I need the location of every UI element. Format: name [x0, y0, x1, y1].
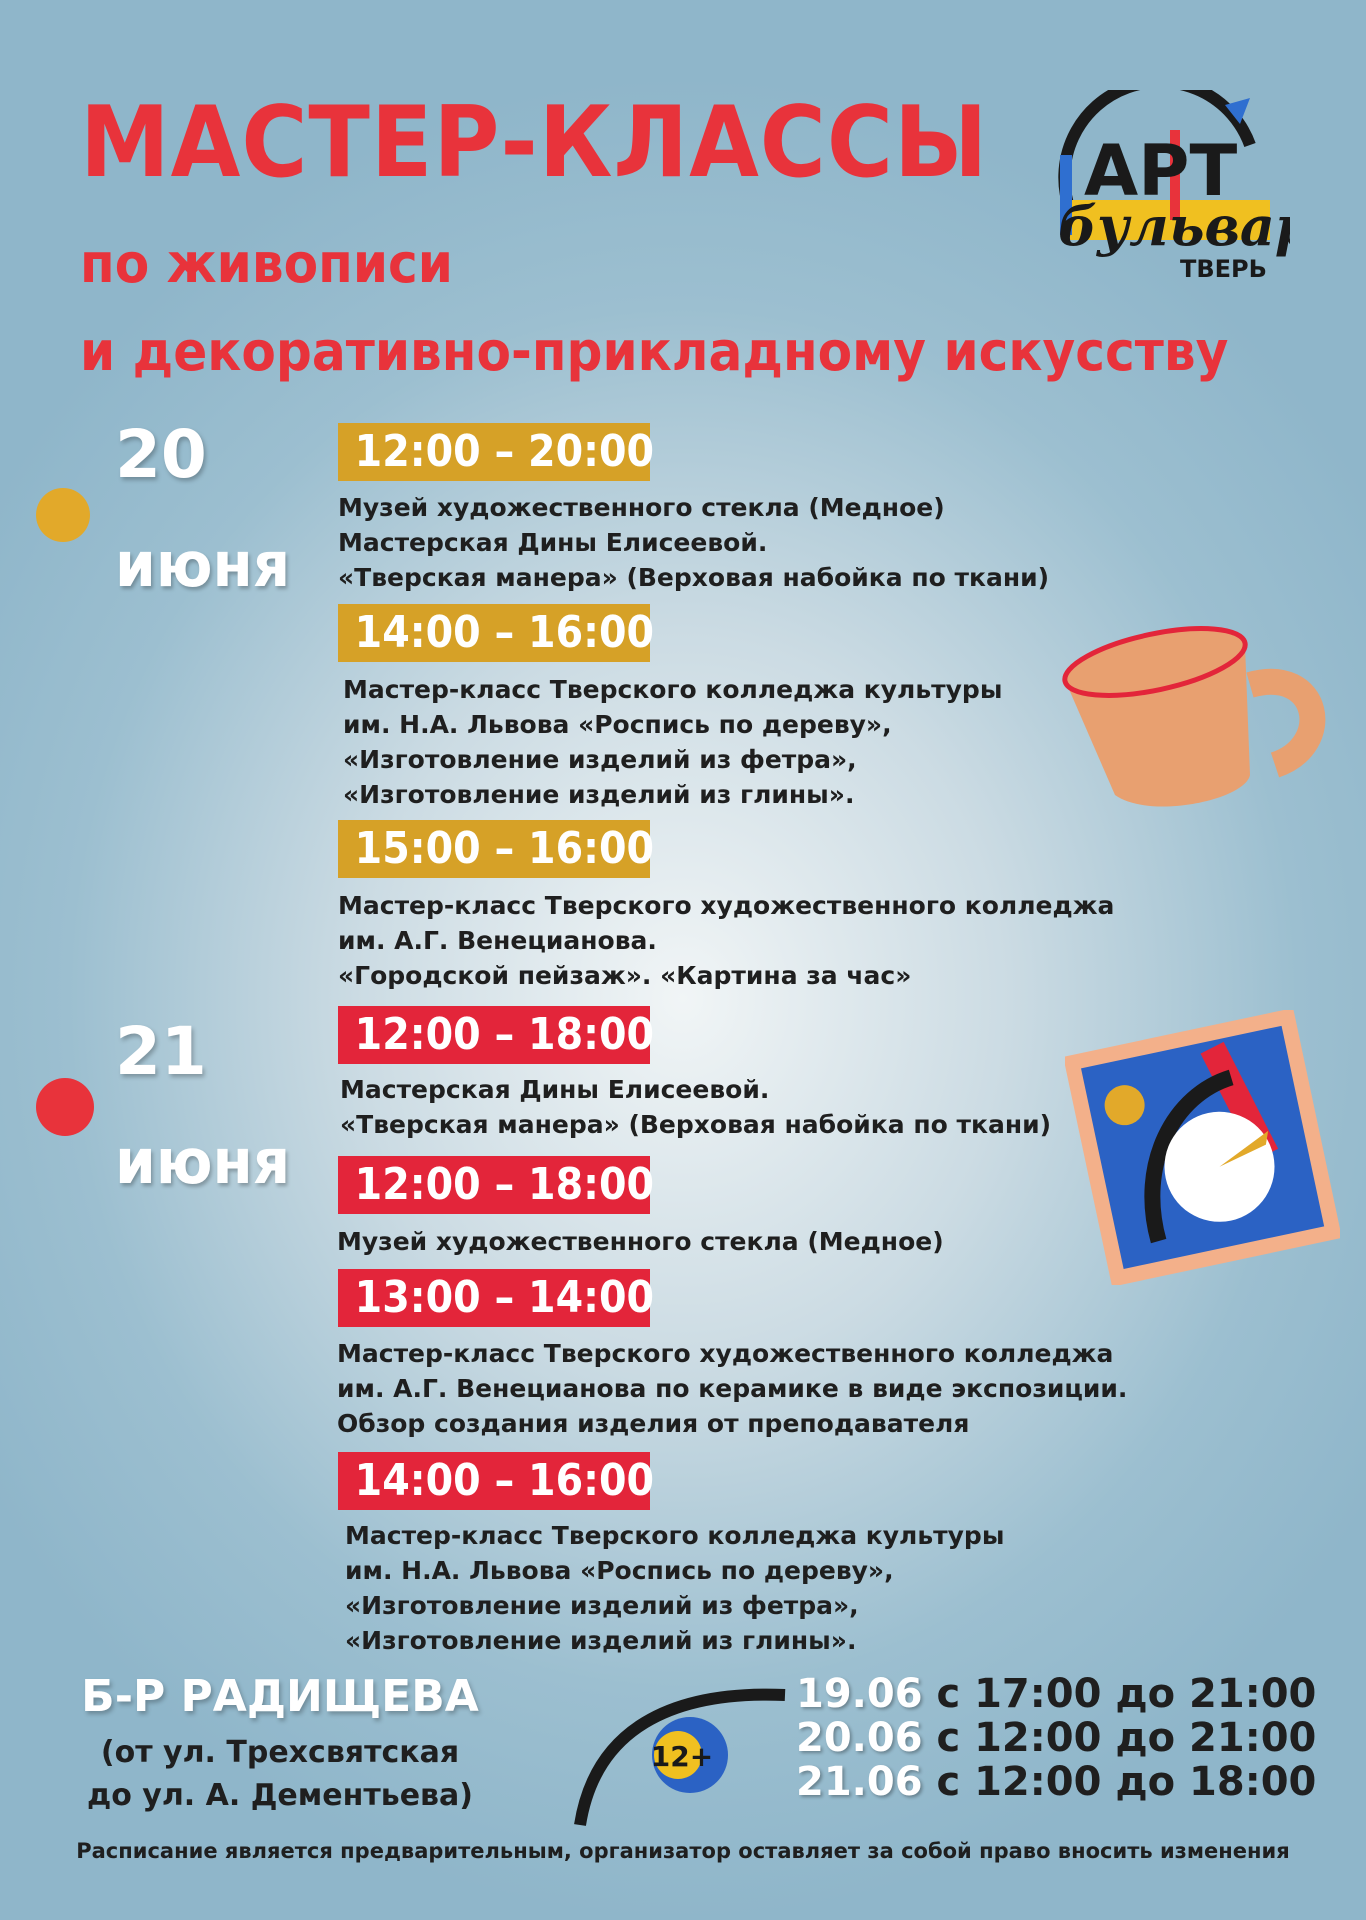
event-description: Мастер-класс Тверского художественного колледжа им. А.Г. Венецианова. «Городской пейзаж». «Картина за час»	[338, 891, 1115, 990]
opening-hours	[796, 1672, 1316, 1804]
hours-row: 21.06 с 12:00 до 18:00	[796, 1759, 1317, 1805]
hours-row: 20.06 с 12:00 до 21:00	[796, 1715, 1317, 1761]
venue-line-1: (от ул. Трехсвятская	[100, 1735, 460, 1770]
logo-word-1: АРТ	[1084, 130, 1238, 212]
art-bulvar-logo	[1040, 90, 1290, 290]
cup-illustration-icon	[1060, 625, 1330, 825]
age-rating-text: 12+	[650, 1740, 714, 1773]
subtitle-line-1: по живописи	[80, 232, 453, 295]
event-time-badge: 12:00 – 18:00	[338, 1006, 650, 1064]
hours-row: 19.06 с 17:00 до 21:00	[796, 1671, 1317, 1717]
event-time-badge: 12:00 – 18:00	[338, 1156, 650, 1214]
day-2-dot-icon	[36, 1078, 94, 1136]
event-description: Мастерская Дины Елисеевой. «Тверская манера» (Верховая набойка по ткани)	[340, 1075, 1052, 1139]
day-2-number: 21	[115, 1013, 207, 1090]
logo-graphic-icon	[1040, 90, 1290, 290]
day-1-number: 20	[115, 416, 207, 493]
event-time-badge: 13:00 – 14:00	[338, 1269, 650, 1327]
subtitle-line-2: и декоративно-прикладному искусству	[80, 320, 1229, 383]
arc-decor-icon	[560, 1670, 810, 1830]
day-2-month: июня	[115, 1125, 291, 1198]
painting-illustration-icon	[1065, 1010, 1340, 1285]
disclaimer: Расписание является предварительным, организатор оставляет за собой право вносить изменения	[76, 1839, 1290, 1863]
event-description: Музей художественного стекла (Медное) Мастерская Дины Елисеевой. «Тверская манера» (Верховая набойка по ткани)	[338, 493, 1050, 592]
event-description: Музей художественного стекла (Медное)	[337, 1227, 944, 1256]
event-time-badge: 14:00 – 16:00	[338, 604, 650, 662]
logo-word-2: бульвар	[1058, 194, 1290, 258]
day-1-dot-icon	[36, 488, 90, 542]
event-description: Мастер-класс Тверского колледжа культуры им. Н.А. Львова «Роспись по дереву», «Изготовление изделий из фетра», «Изготовление изделий из глины».	[343, 675, 1003, 809]
page-title: МАСТЕР-КЛАССЫ	[80, 86, 989, 200]
logo-city: ТВЕРЬ	[1180, 255, 1267, 283]
event-description: Мастер-класс Тверского колледжа культуры им. Н.А. Львова «Роспись по дереву», «Изготовление изделий из фетра», «Изготовление изделий из глины».	[345, 1521, 1005, 1655]
event-time-badge: 14:00 – 16:00	[338, 1452, 650, 1510]
day-1-month: июня	[115, 528, 291, 601]
venue-name: Б-Р РАДИЩЕВА	[81, 1671, 479, 1722]
venue-line-2: до ул. А. Дементьева)	[86, 1778, 473, 1813]
age-rating-badge	[560, 1670, 810, 1830]
event-time-badge: 15:00 – 16:00	[338, 820, 650, 878]
event-time-badge: 12:00 – 20:00	[338, 423, 650, 481]
event-description: Мастер-класс Тверского художественного колледжа им. А.Г. Венецианова по керамике в виде экспозиции. Обзор создания изделия от преподавателя	[337, 1339, 1128, 1438]
